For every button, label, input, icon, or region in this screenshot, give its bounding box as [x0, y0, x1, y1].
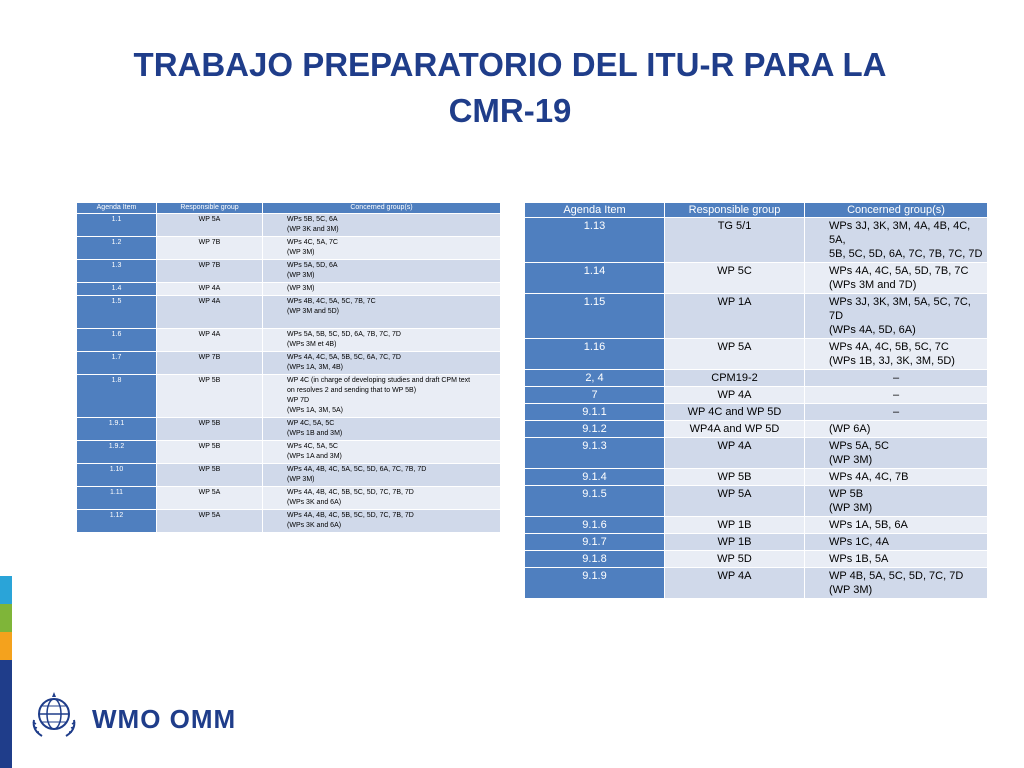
table-row: [77, 464, 501, 487]
slide-title-line1: TRABAJO PREPARATORIO DEL ITU-R PARA LA: [133, 46, 887, 83]
responsible-group-cell: CPM19-2: [665, 370, 805, 387]
concerned-groups-cell: [263, 352, 501, 375]
agenda-item-cell: 1.16: [525, 339, 665, 370]
concerned-groups-cell: [263, 329, 501, 352]
concerned-group-line: (WP 3M): [829, 584, 873, 596]
concerned-group-line: WPs 4A, 4C, 5B, 5C, 7C: [829, 341, 949, 353]
concerned-groups-cell: [805, 294, 988, 339]
agenda-item-cell: 1.15: [525, 294, 665, 339]
agenda-item-cell: 9.1.2: [525, 421, 665, 438]
concerned-group-line: WPs 4C, 5A, 7C: [287, 239, 338, 246]
concerned-group-line: WP 4C, 5A, 5C: [287, 420, 335, 427]
concerned-groups-cell: [263, 464, 501, 487]
table-row: [525, 218, 988, 263]
agenda-item-cell: 9.1.6: [525, 517, 665, 534]
table-row: [77, 214, 501, 237]
concerned-group-line: WP 5B: [829, 488, 864, 500]
concerned-groups-cell: [805, 387, 988, 404]
responsible-group-cell: WP 7B: [157, 237, 263, 260]
concerned-group-line: WP 7D: [287, 397, 310, 404]
concerned-group-line: WPs 1A, 5B, 6A: [829, 519, 908, 531]
responsible-group-cell: WP 5B: [157, 464, 263, 487]
header-responsible-group: Responsible group: [665, 203, 805, 218]
responsible-group-cell: WP 7B: [157, 260, 263, 283]
responsible-group-cell: WP 4A: [157, 329, 263, 352]
header-responsible-group: Responsible group: [157, 203, 263, 214]
table-row: [525, 438, 988, 469]
left-table-header-row: [77, 203, 501, 214]
table-row: [77, 260, 501, 283]
responsible-group-cell: TG 5/1: [665, 218, 805, 263]
table-row: [77, 487, 501, 510]
concerned-group-line: (WPs 1B, 3J, 3K, 3M, 5D): [829, 355, 955, 367]
responsible-group-cell: WP 5A: [665, 486, 805, 517]
table-row: [77, 510, 501, 533]
concerned-groups-cell: [805, 534, 988, 551]
left-table-body: [77, 214, 501, 533]
concerned-group-line: WPs 4A, 4B, 4C, 5B, 5C, 5D, 7C, 7B, 7D: [287, 489, 414, 496]
agenda-item-cell: 2, 4: [525, 370, 665, 387]
table-row: [525, 568, 988, 599]
concerned-group-line: WPs 4A, 4C, 7B: [829, 471, 909, 483]
table-row: [525, 534, 988, 551]
concerned-group-line: WPs 4A, 4B, 4C, 5B, 5C, 5D, 7C, 7B, 7D: [287, 512, 414, 519]
table-row: [525, 339, 988, 370]
table-row: [77, 375, 501, 418]
concerned-group-line: WPs 1B, 5A: [829, 553, 889, 565]
concerned-groups-cell: [263, 510, 501, 533]
responsible-group-cell: WP 5C: [665, 263, 805, 294]
agenda-item-cell: 1.13: [525, 218, 665, 263]
agenda-item-cell: 1.14: [525, 263, 665, 294]
responsible-group-cell: WP 5A: [157, 510, 263, 533]
concerned-group-line: WP 4B, 5A, 5C, 5D, 7C, 7D: [829, 570, 964, 582]
agenda-item-cell: 1.12: [77, 510, 157, 533]
concerned-groups-cell: [805, 486, 988, 517]
header-agenda-item: Agenda Item: [525, 203, 665, 218]
concerned-group-line: WPs 5A, 5C: [829, 440, 889, 452]
concerned-group-line: (WPs 1B and 3M): [287, 430, 343, 437]
stripe-segment: [0, 604, 12, 632]
brand-color-stripe: [0, 576, 12, 768]
concerned-group-line: WPs 4B, 4C, 5A, 5C, 7B, 7C: [287, 298, 376, 305]
responsible-group-cell: WP 5A: [157, 487, 263, 510]
agenda-item-cell: 9.1.4: [525, 469, 665, 486]
responsible-group-cell: WP 1A: [665, 294, 805, 339]
concerned-groups-cell: [805, 421, 988, 438]
wmo-logo-text: WMO OMM: [92, 704, 237, 734]
concerned-groups-cell: [805, 551, 988, 568]
concerned-group-line: WPs 4A, 4C, 5A, 5B, 5C, 6A, 7C, 7D: [287, 354, 401, 361]
agenda-item-cell: 9.1.7: [525, 534, 665, 551]
concerned-group-line: (WP 3M): [829, 454, 873, 466]
header-concerned-groups: Concerned group(s): [805, 203, 988, 218]
concerned-groups-cell: [805, 438, 988, 469]
concerned-group-line: (WP 6A): [829, 423, 871, 435]
agenda-item-cell: 1.3: [77, 260, 157, 283]
concerned-group-line: WPs 1C, 4A: [829, 536, 889, 548]
concerned-group-line: (WP 3M): [287, 285, 315, 292]
concerned-group-line: (WPs 1A, 3M, 5A): [287, 407, 344, 414]
responsible-group-cell: WP 5B: [665, 469, 805, 486]
agenda-item-cell: 1.11: [77, 487, 157, 510]
concerned-group-line: WPs 4A, 4B, 4C, 5A, 5C, 5D, 6A, 7C, 7B, 7D: [287, 466, 427, 473]
responsible-group-cell: WP4A and WP 5D: [665, 421, 805, 438]
responsible-group-cell: WP 1B: [665, 534, 805, 551]
responsible-group-cell: WP 5D: [665, 551, 805, 568]
concerned-groups-cell: [263, 214, 501, 237]
agenda-item-cell: 9.1.3: [525, 438, 665, 469]
concerned-group-line: (WPs 3M and 7D): [829, 279, 917, 291]
concerned-group-line: (WP 3M and 5D): [287, 308, 339, 315]
agenda-item-cell: 1.5: [77, 296, 157, 329]
concerned-groups-cell: [263, 418, 501, 441]
concerned-group-line: WPs 3J, 3K, 3M, 5A, 5C, 7C, 7D: [829, 296, 971, 322]
concerned-group-line: WPs 5B, 5C, 6A: [287, 216, 338, 223]
concerned-group-line: –: [892, 372, 900, 384]
agenda-item-cell: 1.10: [77, 464, 157, 487]
right-table-body: [525, 218, 988, 599]
concerned-group-line: WPs 5A, 5B, 5C, 5D, 6A, 7B, 7C, 7D: [287, 331, 401, 338]
concerned-groups-cell: [263, 237, 501, 260]
agenda-item-cell: 1.9.2: [77, 441, 157, 464]
table-row: [525, 294, 988, 339]
table-row: [525, 551, 988, 568]
table-row: [525, 421, 988, 438]
concerned-group-line: (WP 3K and 3M): [287, 226, 339, 233]
concerned-group-line: on resolves 2 and sending that to WP 5B): [287, 387, 417, 394]
responsible-group-cell: WP 7B: [157, 352, 263, 375]
right-agenda-table: [524, 202, 988, 599]
responsible-group-cell: WP 4A: [665, 438, 805, 469]
slide-title-line2: CMR-19: [448, 92, 572, 129]
concerned-group-line: (WP 3M): [287, 476, 315, 483]
table-row: [77, 418, 501, 441]
table-row: [525, 370, 988, 387]
responsible-group-cell: WP 4A: [665, 387, 805, 404]
concerned-groups-cell: [263, 375, 501, 418]
responsible-group-cell: WP 5A: [157, 214, 263, 237]
responsible-group-cell: WP 5B: [157, 375, 263, 418]
agenda-item-cell: 1.4: [77, 283, 157, 296]
table-row: [525, 263, 988, 294]
header-concerned-groups: Concerned group(s): [263, 203, 501, 214]
table-row: [77, 296, 501, 329]
responsible-group-cell: WP 5B: [157, 418, 263, 441]
responsible-group-cell: WP 4A: [157, 283, 263, 296]
concerned-groups-cell: [263, 283, 501, 296]
responsible-group-cell: WP 1B: [665, 517, 805, 534]
table-row: [77, 237, 501, 260]
concerned-groups-cell: [805, 218, 988, 263]
concerned-group-line: WPs 4C, 5A, 5C: [287, 443, 338, 450]
concerned-group-line: –: [892, 406, 900, 418]
concerned-groups-cell: [805, 517, 988, 534]
agenda-item-cell: 7: [525, 387, 665, 404]
responsible-group-cell: WP 4A: [665, 568, 805, 599]
responsible-group-cell: WP 5A: [665, 339, 805, 370]
table-row: [525, 486, 988, 517]
concerned-groups-cell: [263, 487, 501, 510]
concerned-group-line: (WP 3M): [287, 272, 315, 279]
concerned-groups-cell: [805, 339, 988, 370]
right-table-header-row: [525, 203, 988, 218]
concerned-group-line: (WP 3M): [829, 502, 873, 514]
concerned-groups-cell: [263, 296, 501, 329]
left-agenda-table: [76, 202, 501, 533]
table-row: [525, 517, 988, 534]
concerned-group-line: (WP 3M): [287, 249, 315, 256]
table-row: [77, 441, 501, 464]
concerned-groups-cell: [805, 404, 988, 421]
responsible-group-cell: WP 4C and WP 5D: [665, 404, 805, 421]
table-row: [77, 329, 501, 352]
stripe-segment: [0, 576, 12, 604]
responsible-group-cell: WP 5B: [157, 441, 263, 464]
concerned-group-line: WPs 4A, 4C, 5A, 5D, 7B, 7C: [829, 265, 969, 277]
concerned-groups-cell: [805, 568, 988, 599]
table-row: [77, 352, 501, 375]
header-agenda-item: Agenda Item: [77, 203, 157, 214]
concerned-groups-cell: [263, 441, 501, 464]
agenda-item-cell: 1.7: [77, 352, 157, 375]
concerned-group-line: [287, 317, 498, 327]
stripe-segment: [0, 660, 12, 768]
concerned-group-line: (WPs 1A and 3M): [287, 453, 342, 460]
concerned-groups-cell: [805, 370, 988, 387]
concerned-group-line: (WPs 3K and 6A): [287, 522, 342, 529]
slide-title: [120, 42, 900, 134]
concerned-group-line: 5B, 5C, 5D, 6A, 7C, 7B, 7C, 7D: [829, 248, 983, 260]
agenda-item-cell: 1.6: [77, 329, 157, 352]
concerned-group-line: WP 4C (in charge of developing studies and draft CPM text: [287, 377, 471, 384]
responsible-group-cell: WP 4A: [157, 296, 263, 329]
wmo-emblem-icon: [28, 690, 80, 742]
concerned-groups-cell: [805, 263, 988, 294]
agenda-item-cell: 9.1.5: [525, 486, 665, 517]
concerned-group-line: WPs 3J, 3K, 3M, 4A, 4B, 4C, 5A,: [829, 220, 971, 246]
concerned-groups-cell: [263, 260, 501, 283]
concerned-group-line: (WPs 1A, 3M, 4B): [287, 364, 344, 371]
table-row: [525, 469, 988, 486]
agenda-item-cell: 1.1: [77, 214, 157, 237]
concerned-group-line: –: [892, 389, 900, 401]
concerned-group-line: (WPs 4A, 5D, 6A): [829, 324, 916, 336]
stripe-segment: [0, 632, 12, 660]
agenda-item-cell: 9.1.1: [525, 404, 665, 421]
agenda-item-cell: 9.1.9: [525, 568, 665, 599]
agenda-item-cell: 1.8: [77, 375, 157, 418]
agenda-item-cell: 1.2: [77, 237, 157, 260]
concerned-groups-cell: [805, 469, 988, 486]
table-row: [525, 387, 988, 404]
table-row: [77, 283, 501, 296]
concerned-group-line: WPs 5A, 5D, 6A: [287, 262, 338, 269]
concerned-group-line: (WPs 3M et 4B): [287, 341, 337, 348]
concerned-group-line: (WPs 3K and 6A): [287, 499, 342, 506]
table-row: [525, 404, 988, 421]
agenda-item-cell: 9.1.8: [525, 551, 665, 568]
agenda-item-cell: 1.9.1: [77, 418, 157, 441]
